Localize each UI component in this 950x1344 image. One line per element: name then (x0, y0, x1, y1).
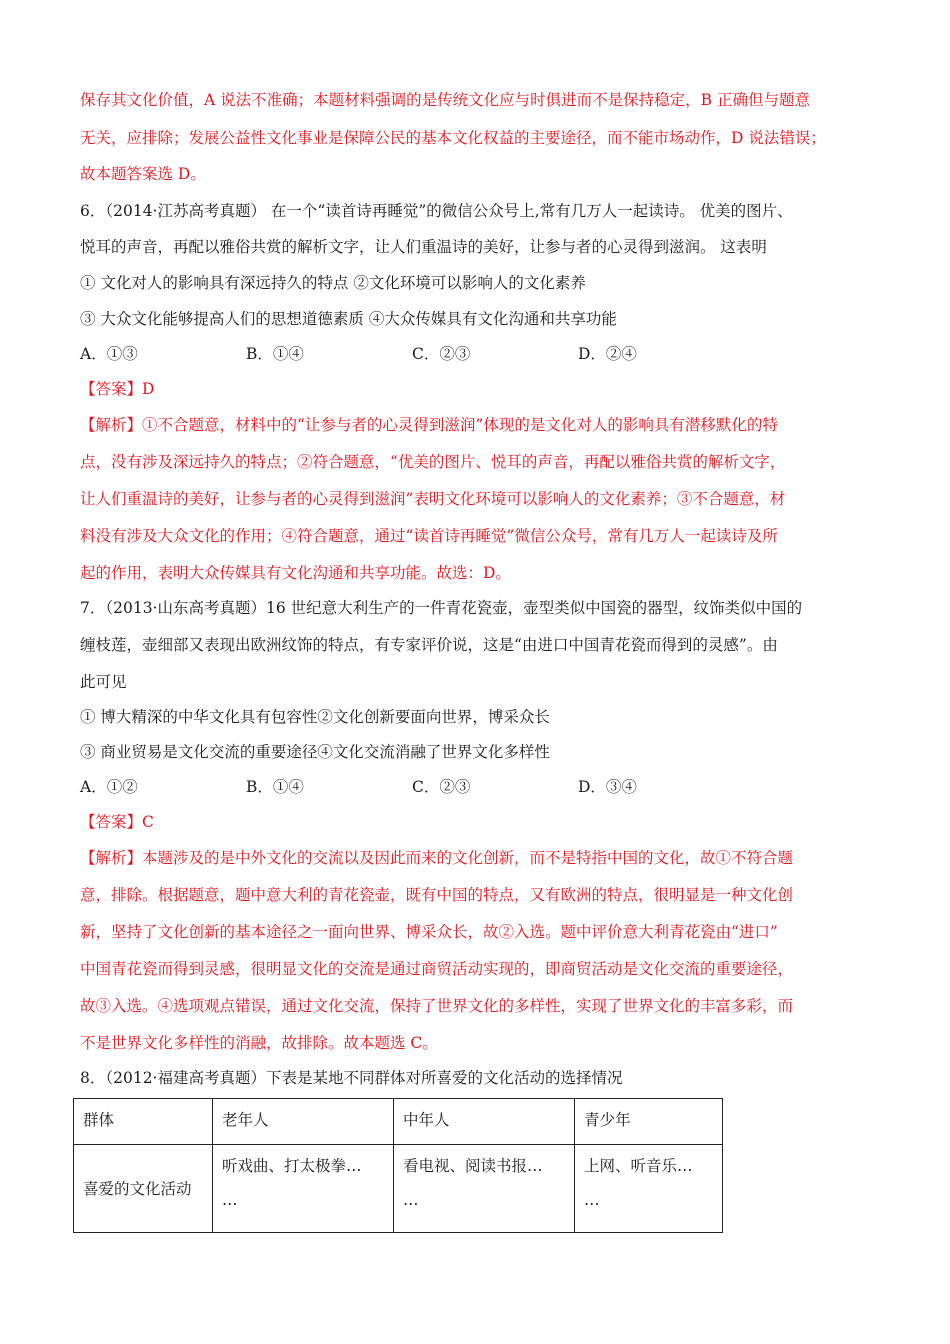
q6-answer: 【答案】D (80, 380, 155, 398)
table-row (74, 1145, 723, 1233)
q7-answer: 【答案】C (80, 813, 154, 831)
q7-stem-line: 7．（2013·山东高考真题）16 世纪意大利生产的一件青花瓷壶，壶型类似中国瓷的器型，纹饰类似中国的 (80, 599, 803, 617)
activity-table (73, 1098, 723, 1233)
q6-explanation-line: 让人们重温诗的美好，让参与者的心灵得到滋润”表明文化环境可以影响人的文化素养；③不合题意，材 (80, 490, 786, 508)
q6-explanation-line: 点，没有涉及深远持久的特点；②符合题意，“优美的图片、悦耳的声音，再配以雅俗共赏的解析文字， (80, 453, 786, 471)
table-cell (575, 1145, 723, 1233)
explanation-line: 无关，应排除；发展公益性文化事业是保障公民的基本文化权益的主要途径，而不能市场动作，D 说法错误； (80, 129, 826, 147)
q6-statement: ① 文化对人的影响具有深远持久的特点 ②文化环境可以影响人的文化素养 (80, 274, 586, 292)
q6-option-a: A．①③ (80, 345, 138, 363)
table-cell-line: … (403, 1191, 419, 1209)
q6-option-c: C．②③ (412, 345, 471, 363)
q6-statement: ③ 大众文化能够提高人们的思想道德素质 ④大众传媒具有文化沟通和共享功能 (80, 310, 617, 328)
q6-option-b: B．①④ (246, 345, 304, 363)
table-cell-line: … (222, 1191, 238, 1209)
table-cell (213, 1145, 394, 1233)
q7-explanation-line: 中国青花瓷而得到灵感，很明显文化的交流是通过商贸活动实现的，即商贸活动是文化交流的重要途径， (80, 960, 794, 978)
explanation-line: 保存其文化价值，A 说法不准确；本题材料强调的是传统文化应与时俱进而不是保持稳定，B 正确但与题意 (80, 91, 810, 109)
table-cell-line: … (584, 1191, 600, 1209)
q7-explanation-line: 意，排除。根据题意，题中意大利的青花瓷壶，既有中国的特点，又有欧洲的特点，很明显是一种文化创 (80, 886, 794, 904)
q7-option-b: B．①④ (246, 778, 304, 796)
table-cell-line: 听戏曲、打太极拳… (222, 1157, 362, 1175)
table-header-row (74, 1099, 723, 1145)
q7-stem-line: 此可见 (80, 673, 127, 691)
q7-stem-line: 缠枝莲，壶细部又表现出欧洲纹饰的特点，有专家评价说，这是“由进口中国青花瓷而得到的灵感”。由 (80, 636, 778, 654)
q6-stem-line: 6．（2014·江苏高考真题） 在一个“读首诗再睡觉”的微信公众号上,常有几万人一起读诗。 优美的图片、 (80, 202, 793, 220)
q6-stem-line: 悦耳的声音，再配以雅俗共赏的解析文字，让人们重温诗的美好，让参与者的心灵得到滋润。 这表明 (80, 238, 767, 256)
table-cell-line: 看电视、阅读书报… (403, 1157, 543, 1175)
table-header-cell: 中年人 (394, 1099, 575, 1145)
q7-explanation-line: 新，坚持了文化创新的基本途径之一面向世界、博采众长，故②入选。题中评价意大利青花瓷由“进口” (80, 923, 778, 941)
table-row-label: 喜爱的文化活动 (74, 1145, 213, 1233)
q7-explanation-line: 不是世界文化多样性的消融，故排除。故本题选 C。 (80, 1034, 438, 1052)
q6-explanation-line: 【解析】①不合题意，材料中的“让参与者的心灵得到滋润”体现的是文化对人的影响具有潜移默化的特 (80, 416, 778, 434)
table-header-cell: 群体 (74, 1099, 213, 1145)
q6-option-d: D．②④ (578, 345, 637, 363)
table-header-cell: 青少年 (575, 1099, 723, 1145)
q7-explanation-line: 故③入选。④选项观点错误，通过文化交流，保持了世界文化的多样性，实现了世界文化的丰富多彩，而 (80, 997, 794, 1015)
q7-explanation-line: 【解析】本题涉及的是中外文化的交流以及因此而来的文化创新，而不是特指中国的文化，故①不符合题 (80, 849, 794, 867)
q7-statement: ① 博大精深的中华文化具有包容性②文化创新要面向世界，博采众长 (80, 708, 550, 726)
table-header-cell: 老年人 (213, 1099, 394, 1145)
table-cell-line: 上网、听音乐… (584, 1157, 693, 1175)
q7-option-a: A．①② (80, 778, 138, 796)
table-cell (394, 1145, 575, 1233)
q7-statement: ③ 商业贸易是文化交流的重要途径④文化交流消融了世界文化多样性 (80, 743, 550, 761)
q7-option-d: D．③④ (578, 778, 637, 796)
q7-option-c: C．②③ (412, 778, 471, 796)
q8-stem: 8．（2012·福建高考真题）下表是某地不同群体对所喜爱的文化活动的选择情况 (80, 1069, 623, 1087)
explanation-line: 故本题答案选 D。 (80, 165, 206, 183)
q6-explanation-line: 料没有涉及大众文化的作用；④符合题意，通过“读首诗再睡觉”微信公众号，常有几万人一起读诗及所 (80, 527, 778, 545)
q6-explanation-line: 起的作用，表明大众传媒具有文化沟通和共享功能。故选：D。 (80, 564, 511, 582)
